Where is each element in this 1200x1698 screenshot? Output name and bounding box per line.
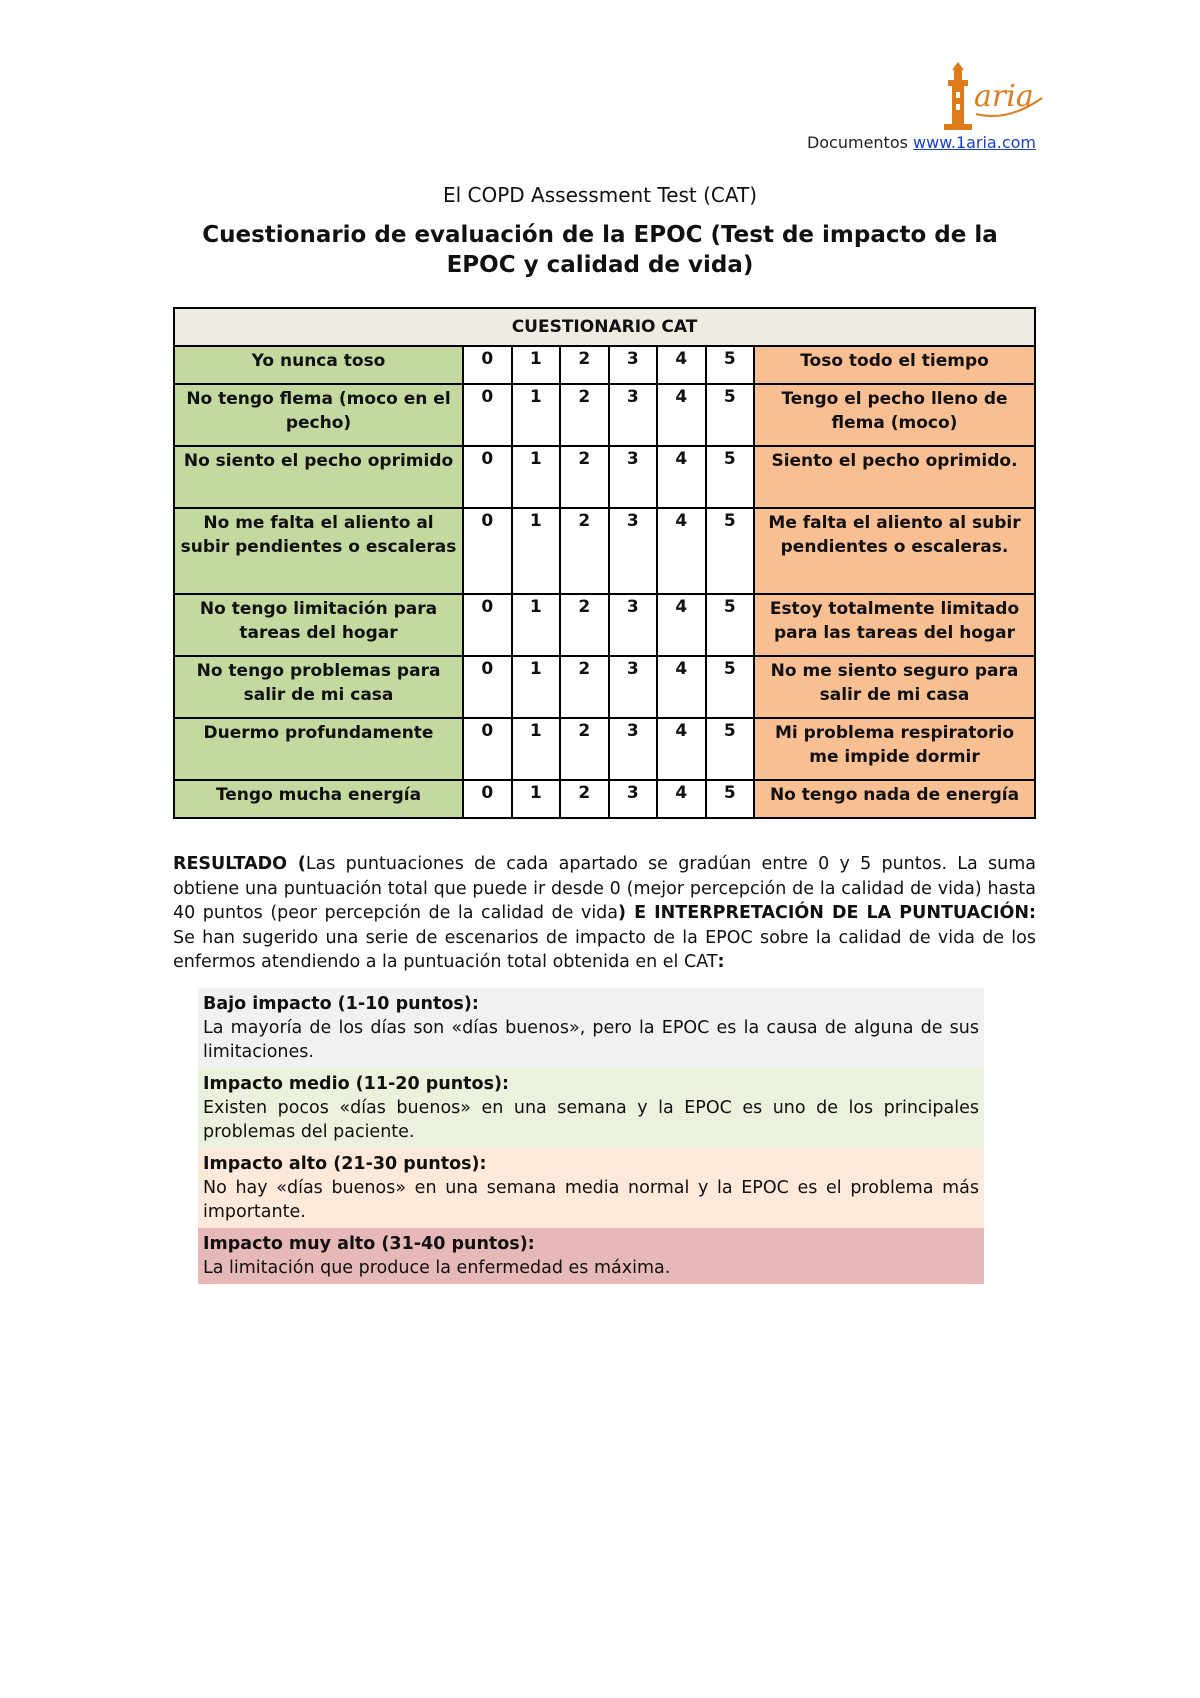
interpretation-text: Se han sugerido una serie de escenarios de impacto de la EPOC sobre la calidad de vida de los enfermos atendiendo a la puntuación total obtenida en el CAT: [173, 927, 1036, 972]
band-heading: Impacto alto (21-30 puntos):: [203, 1154, 487, 1174]
band-medium-impact: [198, 1068, 984, 1148]
score-4[interactable]: 4: [657, 384, 706, 446]
score-3[interactable]: 3: [609, 594, 658, 656]
table-row: [174, 594, 1035, 656]
result-paragraph: [173, 852, 1036, 975]
band-heading: Impacto medio (11-20 puntos):: [203, 1074, 509, 1094]
doc-prefix: Documentos: [806, 133, 908, 152]
score-0[interactable]: 0: [463, 656, 512, 718]
score-0[interactable]: 0: [463, 384, 512, 446]
table-row: [174, 780, 1035, 818]
interpretation-label: ) E INTERPRETACIÓN DE LA PUNTUACIÓN:: [618, 903, 1036, 923]
score-3[interactable]: 3: [609, 718, 658, 780]
score-3[interactable]: 3: [609, 346, 658, 384]
left-statement: No tengo flema (moco en el pecho): [174, 384, 463, 446]
score-1[interactable]: 1: [512, 384, 561, 446]
right-statement: No tengo nada de energía: [754, 780, 1035, 818]
score-3[interactable]: 3: [609, 656, 658, 718]
score-5[interactable]: 5: [706, 594, 755, 656]
score-1[interactable]: 1: [512, 508, 561, 594]
score-0[interactable]: 0: [463, 780, 512, 818]
score-3[interactable]: 3: [609, 508, 658, 594]
score-0[interactable]: 0: [463, 718, 512, 780]
table-row: [174, 656, 1035, 718]
score-1[interactable]: 1: [512, 718, 561, 780]
result-text: Las puntuaciones de cada apartado se gradúan entre 0 y 5 puntos. La suma obtiene una puntuación total que puede ir desde 0 (mejor percepción de la calidad de vida) hasta 40 puntos (peor percepción de la calidad de vida: [173, 854, 1036, 923]
score-3[interactable]: 3: [609, 384, 658, 446]
score-2[interactable]: 2: [560, 508, 609, 594]
result-colon: :: [717, 952, 725, 972]
right-statement: Tengo el pecho lleno de flema (moco): [754, 384, 1035, 446]
aria-logo: [938, 62, 1048, 132]
band-very-high-impact: [198, 1228, 984, 1284]
score-5[interactable]: 5: [706, 780, 755, 818]
score-5[interactable]: 5: [706, 346, 755, 384]
table-row: [174, 508, 1035, 594]
score-5[interactable]: 5: [706, 656, 755, 718]
band-text: Existen pocos «días buenos» en una semana y la EPOC es uno de los principales problemas del paciente.: [203, 1098, 979, 1142]
score-2[interactable]: 2: [560, 346, 609, 384]
score-5[interactable]: 5: [706, 384, 755, 446]
score-5[interactable]: 5: [706, 508, 755, 594]
score-1[interactable]: 1: [512, 656, 561, 718]
right-statement: Toso todo el tiempo: [754, 346, 1035, 384]
score-2[interactable]: 2: [560, 656, 609, 718]
score-5[interactable]: 5: [706, 446, 755, 508]
left-statement: No me falta el aliento al subir pendientes o escaleras: [174, 508, 463, 594]
table-row: [174, 446, 1035, 508]
score-0[interactable]: 0: [463, 346, 512, 384]
score-0[interactable]: 0: [463, 594, 512, 656]
score-4[interactable]: 4: [657, 346, 706, 384]
doc-link[interactable]: www.1aria.com: [913, 133, 1036, 152]
left-statement: Tengo mucha energía: [174, 780, 463, 818]
score-5[interactable]: 5: [706, 718, 755, 780]
left-statement: Yo nunca toso: [174, 346, 463, 384]
score-4[interactable]: 4: [657, 446, 706, 508]
left-statement: No tengo problemas para salir de mi casa: [174, 656, 463, 718]
score-0[interactable]: 0: [463, 508, 512, 594]
score-1[interactable]: 1: [512, 446, 561, 508]
score-1[interactable]: 1: [512, 346, 561, 384]
score-4[interactable]: 4: [657, 656, 706, 718]
table-row: [174, 718, 1035, 780]
document-source: [807, 133, 1036, 152]
band-low-impact: [198, 988, 984, 1068]
right-statement: Me falta el aliento al subir pendientes o escaleras.: [754, 508, 1035, 594]
right-statement: Estoy totalmente limitado para las tareas del hogar: [754, 594, 1035, 656]
score-0[interactable]: 0: [463, 446, 512, 508]
score-2[interactable]: 2: [560, 780, 609, 818]
score-2[interactable]: 2: [560, 594, 609, 656]
right-statement: Mi problema respiratorio me impide dormir: [754, 718, 1035, 780]
score-2[interactable]: 2: [560, 718, 609, 780]
band-text: La limitación que produce la enfermedad es máxima.: [203, 1258, 671, 1278]
score-4[interactable]: 4: [657, 508, 706, 594]
score-1[interactable]: 1: [512, 594, 561, 656]
score-4[interactable]: 4: [657, 594, 706, 656]
left-statement: No tengo limitación para tareas del hogar: [174, 594, 463, 656]
table-heading-row: [174, 308, 1035, 346]
result-label: RESULTADO (: [173, 854, 306, 874]
interpretation-bands: [198, 988, 984, 1284]
page-subtitle: El COPD Assessment Test (CAT): [442, 183, 758, 207]
band-heading: Impacto muy alto (31-40 puntos):: [203, 1234, 535, 1254]
band-text: La mayoría de los días son «días buenos», pero la EPOC es la causa de alguna de sus limitaciones.: [203, 1018, 979, 1062]
score-2[interactable]: 2: [560, 384, 609, 446]
left-statement: No siento el pecho oprimido: [174, 446, 463, 508]
cat-questionnaire-table: [173, 307, 1036, 819]
left-statement: Duermo profundamente: [174, 718, 463, 780]
score-4[interactable]: 4: [657, 718, 706, 780]
table-row: [174, 346, 1035, 384]
score-3[interactable]: 3: [609, 780, 658, 818]
page-title: Cuestionario de evaluación de la EPOC (Test de impacto de la EPOC y calidad de vida): [202, 222, 998, 278]
band-high-impact: [198, 1148, 984, 1228]
table-row: [174, 384, 1035, 446]
right-statement: No me siento seguro para salir de mi casa: [754, 656, 1035, 718]
score-2[interactable]: 2: [560, 446, 609, 508]
score-4[interactable]: 4: [657, 780, 706, 818]
band-text: No hay «días buenos» en una semana media normal y la EPOC es el problema más importante.: [203, 1178, 979, 1222]
right-statement: Siento el pecho oprimido.: [754, 446, 1035, 508]
score-3[interactable]: 3: [609, 446, 658, 508]
score-1[interactable]: 1: [512, 780, 561, 818]
logo-text: aria: [974, 79, 1034, 114]
band-heading: Bajo impacto (1-10 puntos):: [203, 994, 479, 1014]
table-heading: CUESTIONARIO CAT: [174, 308, 1035, 346]
